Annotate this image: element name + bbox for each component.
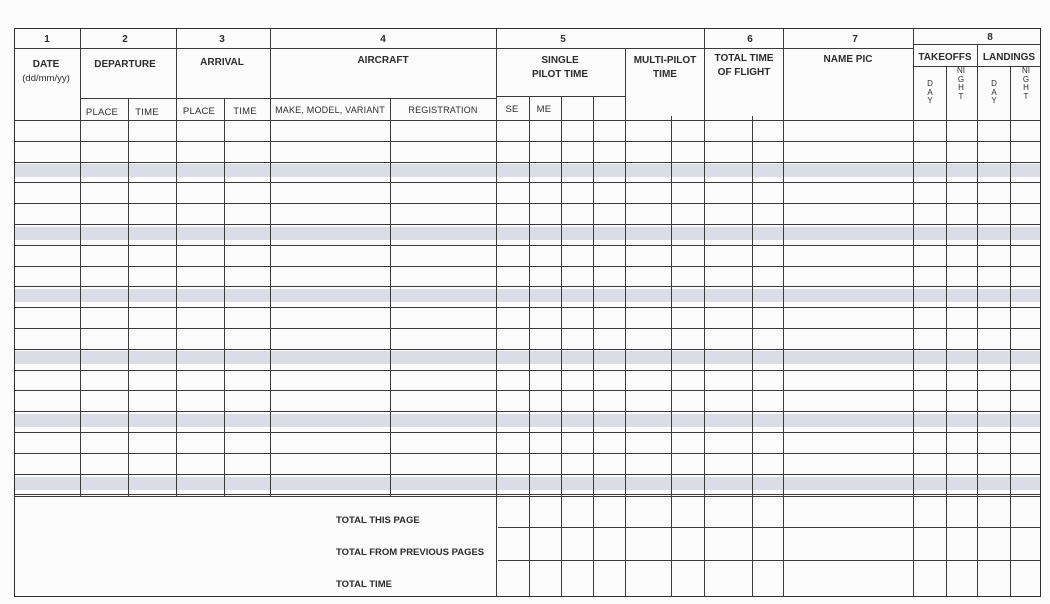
column-number-2: 2 [122, 34, 128, 45]
total-time-label: TOTAL TIME [336, 579, 392, 590]
header-aircraft: AIRCRAFT [357, 55, 409, 66]
header-single-pilot-line2: PILOT TIME [531, 69, 589, 80]
column-number-1: 1 [44, 34, 50, 45]
header-total-time-line1: TOTAL TIME [714, 53, 774, 64]
subheader-takeoff-night: NIGHT [957, 66, 965, 101]
subheader-make-model: MAKE, MODEL, VARIANT [275, 105, 385, 115]
column-number-7: 7 [852, 34, 858, 45]
header-landings: LANDINGS [982, 52, 1036, 63]
subheader-me: ME [536, 104, 552, 115]
subheader-landing-day: DAY [991, 79, 997, 105]
column-number-3: 3 [219, 34, 225, 45]
column-number-8: 8 [987, 32, 993, 43]
subheader-landing-night: NIGHT [1022, 66, 1030, 101]
subheader-takeoff-day: DAY [927, 79, 933, 105]
header-arrival: ARRIVAL [200, 57, 244, 68]
column-number-6: 6 [747, 34, 753, 45]
header-departure: DEPARTURE [94, 59, 156, 70]
header-multi-pilot-line1: MULTI-PILOT [633, 55, 697, 66]
header-single-pilot-line1: SINGLE [541, 55, 579, 66]
header-name-pic: NAME PIC [823, 54, 873, 65]
table-frame [14, 28, 1041, 597]
header-total-time-line2: OF FLIGHT [717, 67, 771, 78]
subheader-registration: REGISTRATION [408, 105, 478, 115]
header-multi-pilot-line2: TIME [653, 69, 677, 80]
subheader-arrival-place: PLACE [182, 106, 216, 117]
subheader-se: SE [505, 104, 519, 115]
header-date-format: (dd/mm/yy) [22, 73, 70, 84]
total-this-page-label: TOTAL THIS PAGE [336, 515, 420, 526]
subheader-arrival-time: TIME [233, 106, 257, 117]
header-takeoffs: TAKEOFFS [918, 52, 972, 63]
total-previous-pages-label: TOTAL FROM PREVIOUS PAGES [336, 547, 485, 558]
subheader-departure-time: TIME [135, 107, 159, 118]
column-number-5: 5 [560, 34, 566, 45]
subheader-departure-place: PLACE [85, 107, 119, 118]
header-date: DATE [32, 59, 60, 70]
column-number-4: 4 [380, 34, 386, 45]
